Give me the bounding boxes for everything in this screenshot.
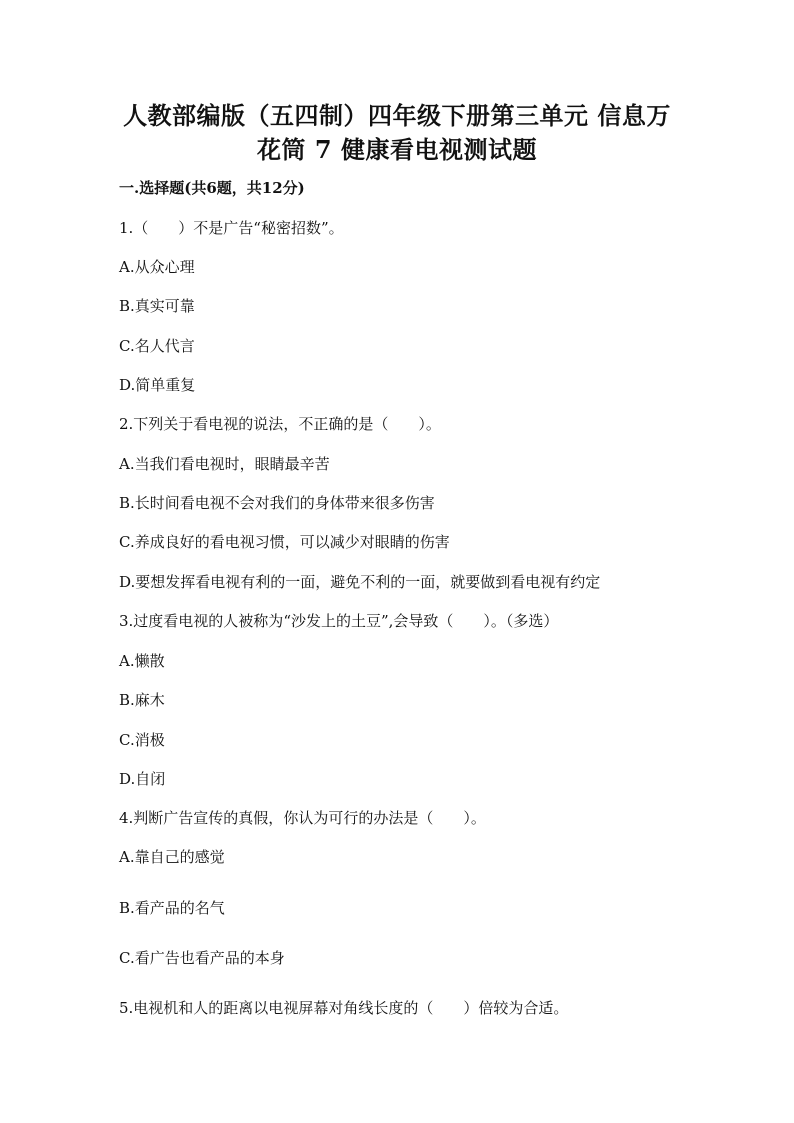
question-4-option-b: B.看产品的名气 (119, 899, 225, 917)
question-4-option-c: C.看广告也看产品的本身 (119, 949, 285, 967)
question-2-option-d: D.要想发挥看电视有利的一面，避免不利的一面，就要做到看电视有约定 (119, 573, 601, 591)
question-4-option-a: A.靠自己的感觉 (119, 848, 225, 866)
question-3-option-b: B.麻木 (119, 691, 165, 709)
question-4-stem: 4.判断广告宣传的真假，你认为可行的办法是（ ）。 (119, 809, 486, 827)
question-1-option-c: C.名人代言 (119, 337, 195, 355)
question-3-option-c: C.消极 (119, 731, 165, 749)
question-2-stem: 2.下列关于看电视的说法，不正确的是（ ）。 (119, 415, 441, 433)
exam-title-line-2: 花筒 7 健康看电视测试题 (257, 135, 537, 164)
question-1-option-a: A.从众心理 (119, 258, 195, 276)
question-1-option-d: D.简单重复 (119, 376, 196, 394)
exam-title-line-1: 人教部编版（五四制）四年级下册第三单元 信息万 (123, 101, 671, 130)
question-3-option-d: D.自闭 (119, 770, 166, 788)
question-5-stem: 5.电视机和人的距离以电视屏幕对角线长度的（ ）倍较为合适。 (119, 999, 569, 1017)
question-3-stem: 3.过度看电视的人被称为“沙发上的土豆”,会导致（ ）。（多选） (119, 612, 559, 630)
question-2-option-a: A.当我们看电视时，眼睛最辛苦 (119, 455, 330, 473)
question-1-option-b: B.真实可靠 (119, 297, 195, 315)
question-2-option-b: B.长时间看电视不会对我们的身体带来很多伤害 (119, 494, 435, 512)
question-3-option-a: A.懒散 (119, 652, 165, 670)
question-2-option-c: C.养成良好的看电视习惯，可以减少对眼睛的伤害 (119, 533, 450, 551)
section-heading: 一.选择题(共6题，共12分) (119, 179, 305, 197)
question-1-stem: 1.（ ）不是广告“秘密招数”。 (119, 219, 344, 237)
